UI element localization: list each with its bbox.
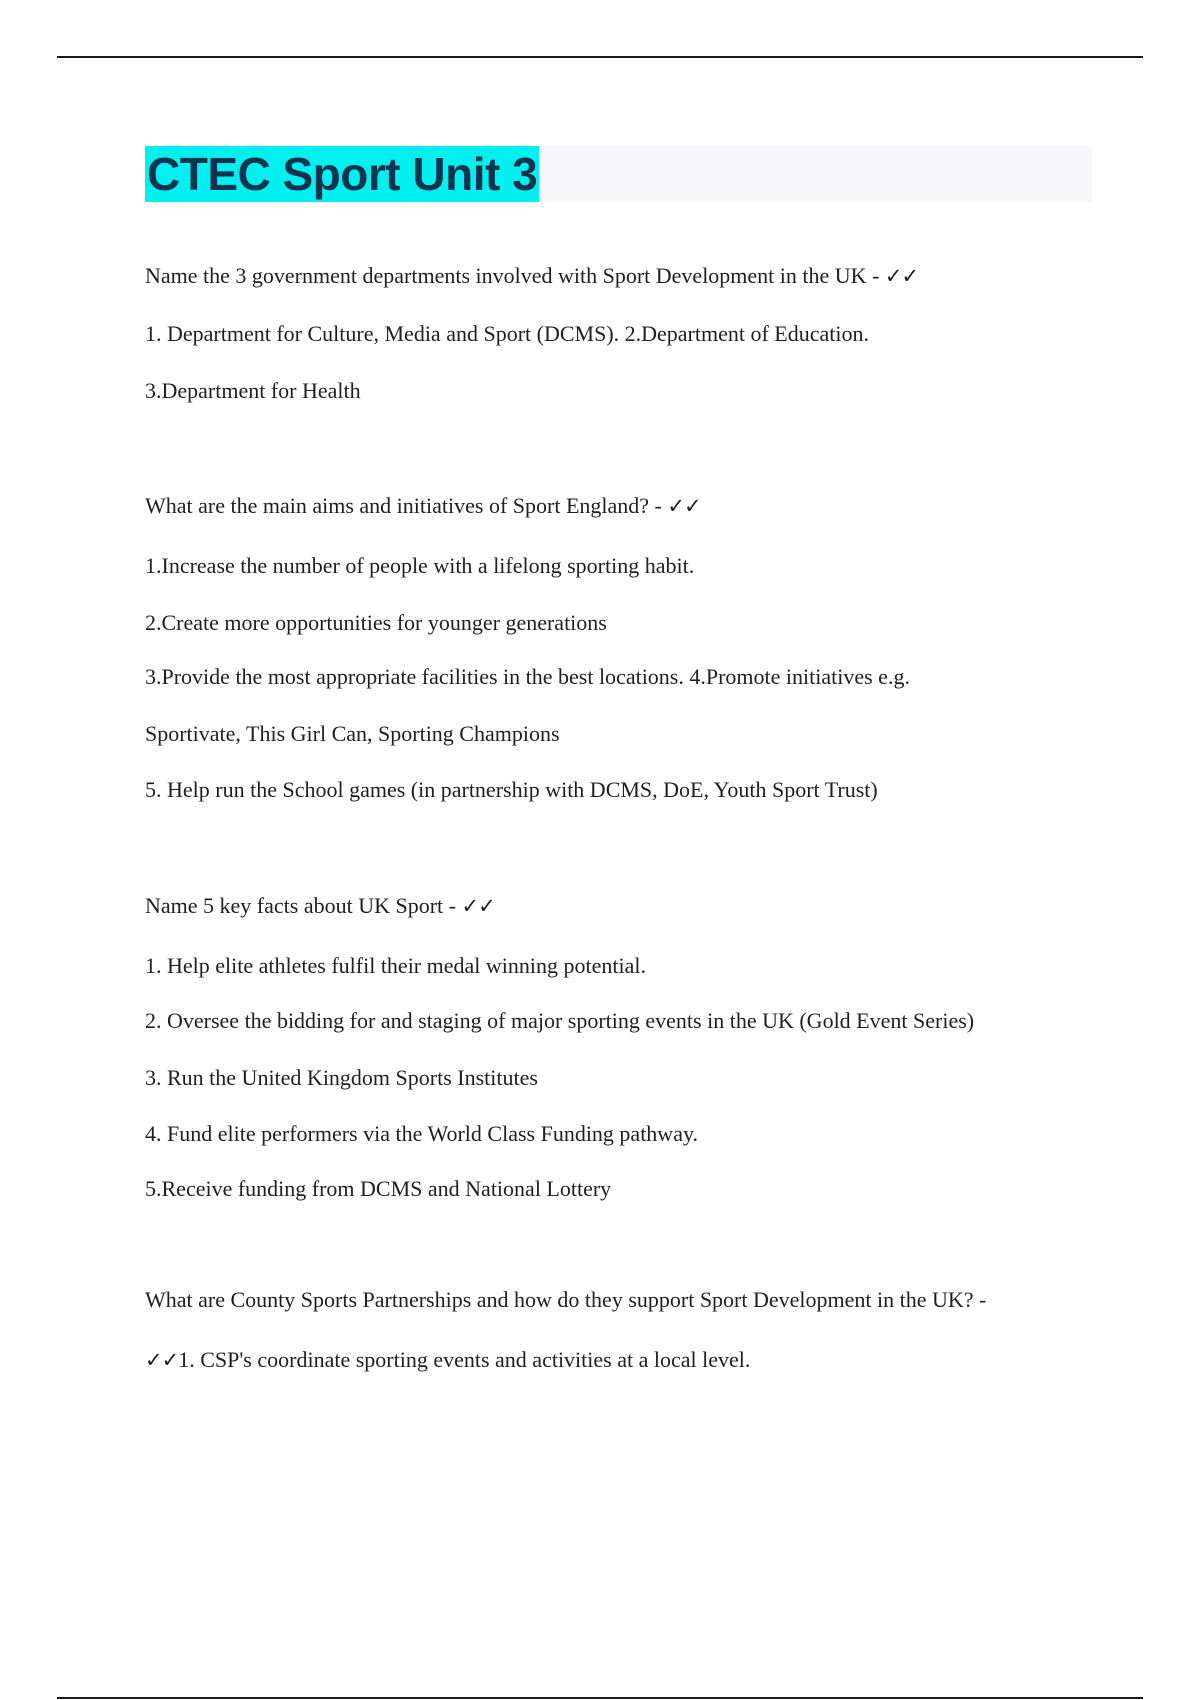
answer-2-line-4: Sportivate, This Girl Can, Sporting Champions <box>145 721 560 746</box>
answer-3-line-4: 4. Fund elite performers via the World Class Funding pathway. <box>145 1121 699 1146</box>
answer-4-line-1 <box>145 1346 750 1374</box>
answer-3-line-1: 1. Help elite athletes fulfil their medal winning potential. <box>145 953 646 978</box>
header-rule <box>57 56 1143 58</box>
question-3 <box>145 892 495 920</box>
check-mark-icon: ✓✓ <box>884 264 919 288</box>
answer-3-line-5: 5.Receive funding from DCMS and National Lottery <box>145 1176 612 1201</box>
footer-rule <box>57 1697 1143 1699</box>
question-3-text: Name 5 key facts about UK Sport - <box>145 893 462 918</box>
document-title: CTEC Sport Unit 3 <box>147 148 538 200</box>
question-4: What are County Sports Partnerships and how do they support Sport Development in the UK? - <box>145 1287 987 1312</box>
check-mark-icon: ✓✓ <box>461 894 495 918</box>
answer-1-line-2: 3.Department for Health <box>145 378 361 403</box>
question-1 <box>145 262 918 290</box>
question-1-text: Name the 3 government departments involved with Sport Development in the UK - <box>145 263 885 288</box>
answer-3-line-3: 3. Run the United Kingdom Sports Institutes <box>145 1065 538 1090</box>
question-2 <box>145 492 701 520</box>
answer-2-line-2: 2.Create more opportunities for younger generations <box>145 610 607 635</box>
answer-3-line-2: 2. Oversee the bidding for and staging of major sporting events in the UK (Gold Event Series) <box>145 1008 975 1033</box>
check-mark-icon: ✓✓ <box>667 494 701 518</box>
answer-2-line-1: 1.Increase the number of people with a lifelong sporting habit. <box>145 553 695 578</box>
question-2-text: What are the main aims and initiatives of Sport England? - <box>145 493 668 518</box>
answer-1-line-1: 1. Department for Culture, Media and Sport (DCMS). 2.Department of Education. <box>145 321 870 346</box>
answer-2-line-5: 5. Help run the School games (in partnership with DCMS, DoE, Youth Sport Trust) <box>145 777 878 802</box>
answer-2-line-3: 3.Provide the most appropriate facilities in the best locations. 4.Promote initiatives e.g. <box>145 664 910 689</box>
check-mark-icon: ✓✓ <box>145 1348 179 1372</box>
answer-4-text: 1. CSP's coordinate sporting events and activities at a local level. <box>178 1347 751 1372</box>
